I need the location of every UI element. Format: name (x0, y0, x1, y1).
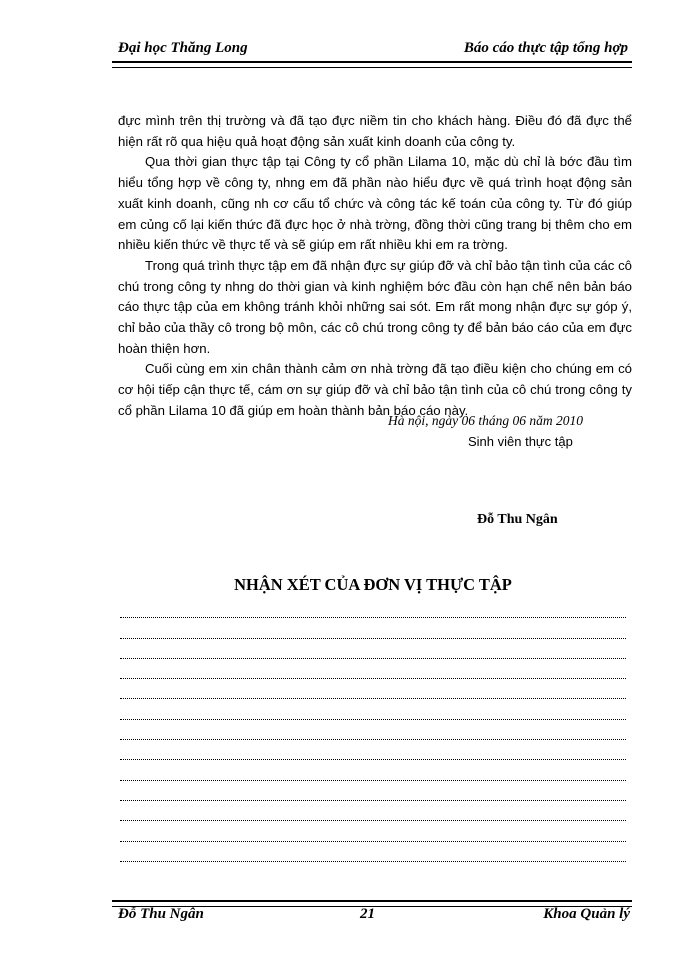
paragraph-3: Trong quá trình thực tập em đã nhận đực sự giúp đỡ và chỉ bảo tận tình của các cô chú trong công ty nhng do thời gian và kinh nghiệm bớc đầu còn hạn chế nên bản báo cáo thực tập của em không tránh khỏi những sai sót. Em rất mong nhận đực sự góp ý, chỉ bảo của thầy cô trong bộ môn, các cô chú trong công ty để bản báo cáo của em đực hoàn thiện hơn. (118, 257, 632, 356)
dotted-line (120, 801, 626, 821)
dotted-line (120, 821, 626, 841)
dotted-line (120, 720, 626, 740)
dotted-line (120, 760, 626, 780)
header-rule (112, 61, 632, 68)
signature-date: Hà nội, ngày 06 tháng 06 năm 2010 (388, 413, 583, 428)
evaluation-dotted-lines (120, 598, 626, 862)
dotted-line (120, 781, 626, 801)
evaluation-section-title: NHẬN XÉT CỦA ĐƠN VỊ THỰC TẬP (234, 575, 512, 594)
header-report-title: Báo cáo thực tập tổng hợp (463, 40, 628, 56)
paragraph-1: đực mình trên thị trường và đã tạo đực niềm tin cho khách hàng. Điều đó đã đực thể hiện rất rõ qua hiệu quả hoạt động sản xuất kinh doanh của công ty. (118, 113, 632, 149)
paragraph-4: Cuối cùng em xin chân thành cảm ơn nhà trờng đã tạo điều kiện cho chúng em có cơ hội tiếp cận thực tế, cám ơn sự giúp đỡ và chỉ bảo tận tình của cô chú trong công ty cổ phần Lilama 10 đã giúp em hoàn thành bản báo cáo này. (118, 361, 632, 418)
signature-name: Đỗ Thu Ngân (477, 512, 558, 527)
footer-author: Đỗ Thu Ngân (118, 906, 204, 922)
page-number: 21 (360, 906, 375, 922)
signature-role: Sinh viên thực tập (468, 434, 573, 449)
dotted-line (120, 598, 626, 618)
page-footer (112, 906, 632, 928)
dotted-line (120, 740, 626, 760)
dotted-line (120, 842, 626, 862)
footer-department: Khoa Quản lý (543, 906, 630, 922)
dotted-line (120, 618, 626, 638)
header-university: Đại học Thăng Long (118, 40, 248, 56)
body-text (118, 111, 632, 422)
dotted-line (120, 679, 626, 699)
dotted-line (120, 699, 626, 719)
dotted-line (120, 659, 626, 679)
page-header (112, 40, 632, 62)
dotted-line (120, 639, 626, 659)
paragraph-2: Qua thời gian thực tập tại Công ty cổ phần Lilama 10, mặc dù chỉ là bớc đầu tìm hiểu tổng hợp về công ty, nhng em đã phần nào hiểu đực về quá trình hoạt động sản xuất kinh doanh, cũng nh cơ cấu tổ chức và công tác kế toán của công ty. Từ đó giúp em củng cố lại kiến thức đã đực học ở nhà trờng, đồng thời cũng trang bị thêm cho em nhiều kiến thức về thực tế và sẽ giúp em rất nhiều khi em ra trờng. (118, 154, 632, 253)
